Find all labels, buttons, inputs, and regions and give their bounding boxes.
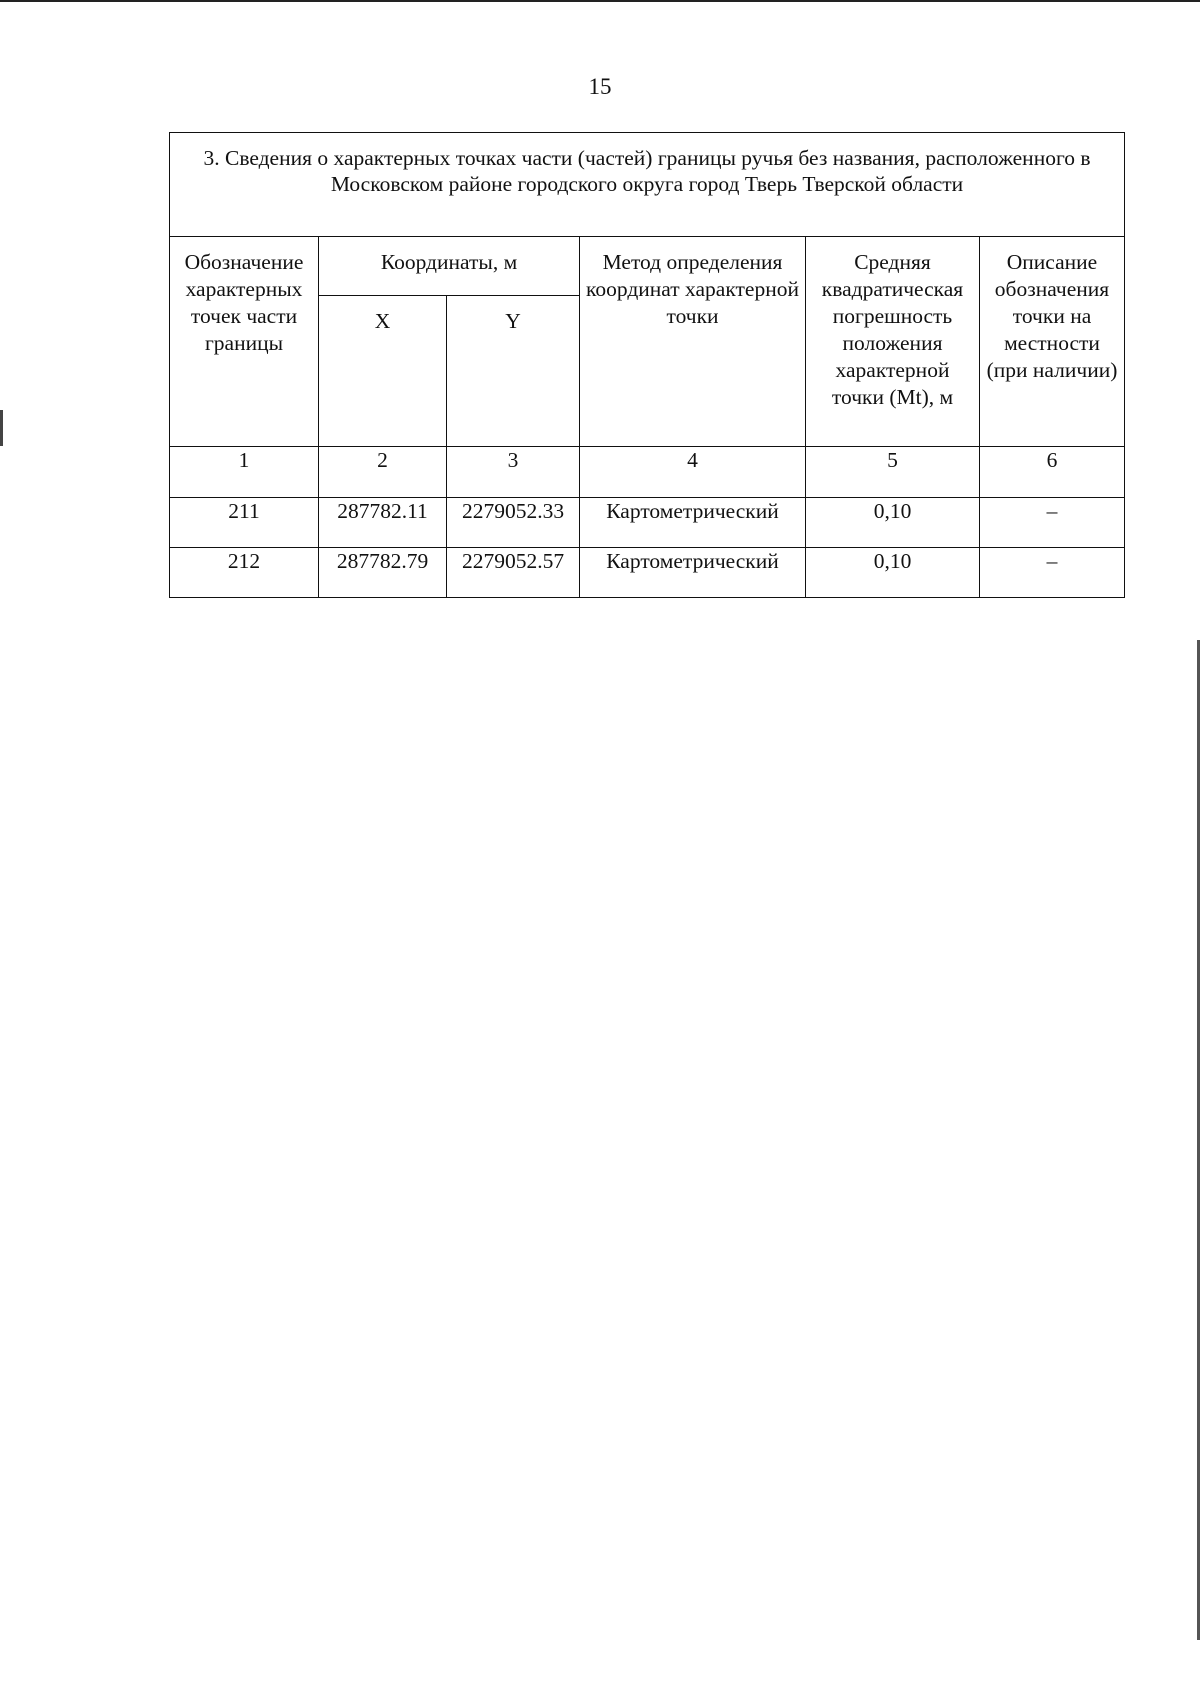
page-number: 15 bbox=[588, 74, 612, 99]
cell-method: Картометрический bbox=[580, 498, 806, 548]
cell-description: – bbox=[980, 498, 1125, 548]
page-top-border bbox=[0, 0, 1200, 2]
column-number: 2 bbox=[319, 447, 447, 498]
cell-description: – bbox=[980, 548, 1125, 598]
cell-x: 287782.79 bbox=[319, 548, 447, 598]
header-mean-error: Средняя квадратическая погрешность положения характерной точки (Mt), м bbox=[806, 237, 980, 447]
header-coordinates: Координаты, м bbox=[319, 237, 580, 296]
table-row bbox=[170, 498, 1125, 548]
table-row bbox=[170, 548, 1125, 598]
header-method: Метод определения координат характерной точки bbox=[580, 237, 806, 447]
header-x: X bbox=[319, 296, 447, 447]
cell-x: 287782.11 bbox=[319, 498, 447, 548]
scan-edge-mark bbox=[0, 410, 3, 446]
table-title: 3. Сведения о характерных точках части (частей) границы ручья без названия, расположенного в Московском районе городского округа город Тверь Тверской области bbox=[170, 133, 1125, 237]
column-number: 1 bbox=[170, 447, 319, 498]
cell-error: 0,10 bbox=[806, 498, 980, 548]
header-description: Описание обозначения точки на местности (при наличии) bbox=[980, 237, 1125, 447]
cell-point: 212 bbox=[170, 548, 319, 598]
column-number: 5 bbox=[806, 447, 980, 498]
header-y: Y bbox=[447, 296, 580, 447]
header-point-designation: Обозначение характерных точек части границы bbox=[170, 237, 319, 447]
header-row bbox=[170, 237, 1125, 296]
cell-error: 0,10 bbox=[806, 548, 980, 598]
column-number: 4 bbox=[580, 447, 806, 498]
cell-y: 2279052.57 bbox=[447, 548, 580, 598]
table-title-row bbox=[170, 133, 1125, 237]
cell-y: 2279052.33 bbox=[447, 498, 580, 548]
cell-method: Картометрический bbox=[580, 548, 806, 598]
column-numbers-row bbox=[170, 447, 1125, 498]
column-number: 3 bbox=[447, 447, 580, 498]
cell-point: 211 bbox=[170, 498, 319, 548]
column-number: 6 bbox=[980, 447, 1125, 498]
characteristic-points-table bbox=[169, 132, 1125, 598]
